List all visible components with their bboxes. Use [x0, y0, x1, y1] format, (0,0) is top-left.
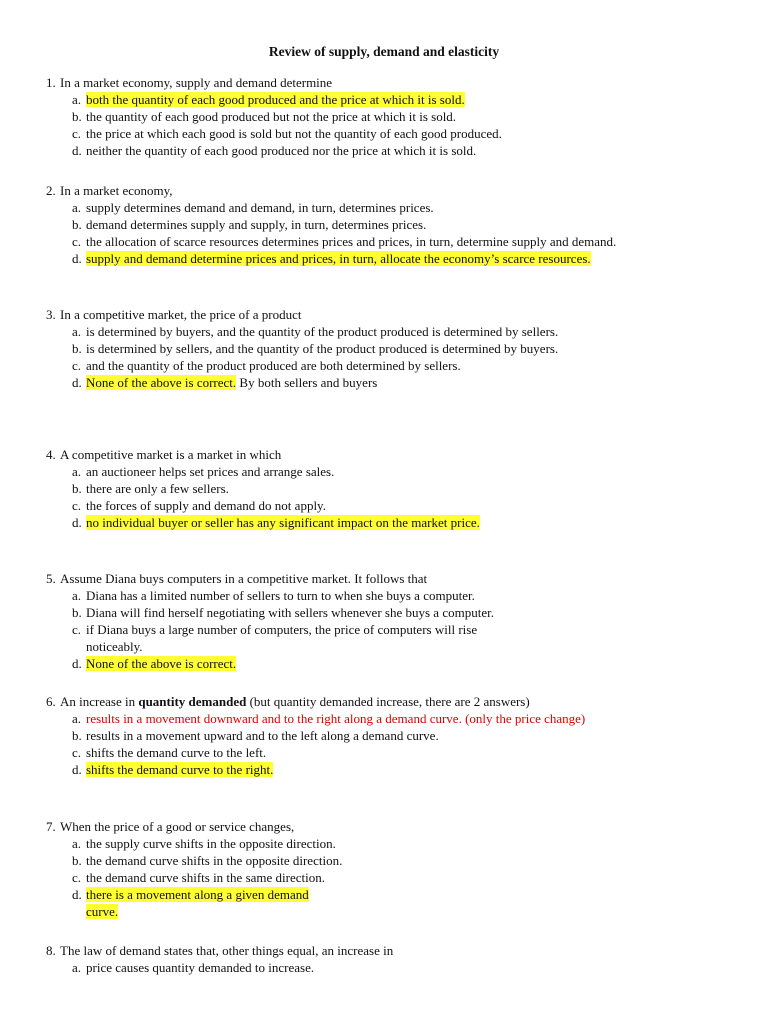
option-a [72, 323, 686, 340]
highlighted-answer: shifts the demand curve to the right. [86, 762, 274, 777]
option-text [86, 374, 686, 391]
option-letter: a. [72, 200, 82, 215]
option-letter: b. [72, 728, 82, 743]
option-letter: c. [72, 745, 82, 760]
option-b [72, 727, 686, 744]
option-letter: c. [72, 126, 82, 141]
option-text: and the quantity of the product produced are both determined by sellers. [86, 358, 461, 373]
answer-options [46, 959, 686, 976]
question-number: 1. [46, 75, 56, 90]
option-a [72, 463, 686, 480]
question-1 [46, 74, 686, 159]
option-b [72, 216, 686, 233]
question-6 [46, 693, 686, 778]
question-stem: In a competitive market, the price of a product [60, 307, 302, 322]
option-text: results in a movement upward and to the left along a demand curve. [86, 728, 439, 743]
answer-note: By both sellers and buyers [236, 375, 378, 390]
question-stem: When the price of a good or service changes, [60, 819, 295, 834]
option-text [86, 514, 491, 531]
question-stem: A competitive market is a market in which [60, 447, 282, 462]
question-stem: The law of demand states that, other things equal, an increase in [60, 943, 394, 958]
option-letter: a. [72, 464, 82, 479]
option-text: the forces of supply and demand do not apply. [86, 498, 326, 513]
option-b [72, 852, 686, 869]
option-a [72, 199, 686, 216]
option-letter: d. [72, 515, 82, 530]
question-stem: Assume Diana buys computers in a competitive market. It follows that [60, 571, 428, 586]
option-letter: a. [72, 836, 82, 851]
question-number: 3. [46, 307, 56, 322]
answer-options [46, 710, 686, 778]
option-d [72, 374, 686, 391]
stem-bold-term: quantity demanded [138, 694, 247, 709]
option-letter: c. [72, 870, 82, 885]
question-3 [46, 306, 686, 391]
option-letter: a. [72, 960, 82, 975]
option-letter: d. [72, 375, 82, 390]
highlighted-answer: None of the above is correct. [86, 375, 237, 390]
option-letter: d. [72, 251, 82, 266]
option-text [86, 886, 341, 920]
option-letter: a. [72, 92, 82, 107]
option-text [86, 761, 686, 778]
option-text: if Diana buys a large number of computers, the price of computers will rise noticeably. [86, 622, 478, 654]
option-d [72, 142, 686, 159]
option-letter: c. [72, 498, 82, 513]
question-2 [46, 182, 686, 267]
option-text: the supply curve shifts in the opposite direction. [86, 836, 336, 851]
option-b [72, 480, 686, 497]
question-number: 6. [46, 694, 56, 709]
option-text-red: results in a movement downward and to the right along a demand curve. (only the price change) [86, 711, 586, 726]
option-text: is determined by sellers, and the quantity of the product produced is determined by buyers. [86, 341, 559, 356]
option-text [86, 91, 686, 108]
option-a [72, 587, 686, 604]
option-letter: b. [72, 853, 82, 868]
option-text: neither the quantity of each good produced nor the price at which it is sold. [86, 143, 477, 158]
option-b [72, 108, 686, 125]
option-letter: d. [72, 887, 82, 902]
option-text: supply determines demand and demand, in turn, determines prices. [86, 200, 434, 215]
option-letter: c. [72, 622, 82, 637]
option-text: the demand curve shifts in the opposite direction. [86, 853, 343, 868]
question-number: 5. [46, 571, 56, 586]
option-text: there are only a few sellers. [86, 481, 229, 496]
option-text [86, 250, 686, 267]
answer-options [46, 91, 686, 159]
option-b [72, 340, 686, 357]
option-a [72, 91, 686, 108]
option-letter: c. [72, 234, 82, 249]
highlighted-answer: supply and demand determine prices and prices, in turn, allocate the economy’s scarce resources. [86, 251, 591, 266]
option-text: the quantity of each good produced but not the price at which it is sold. [86, 109, 457, 124]
option-c [72, 233, 686, 250]
option-d [72, 655, 686, 672]
option-text: shifts the demand curve to the left. [86, 745, 267, 760]
answer-options [46, 199, 686, 267]
option-text: is determined by buyers, and the quantity of the product produced is determined by sellers. [86, 324, 559, 339]
option-b [72, 604, 686, 621]
option-a [72, 835, 686, 852]
highlighted-answer: both the quantity of each good produced and the price at which it is sold. [86, 92, 465, 107]
option-d [72, 761, 686, 778]
option-d [72, 514, 686, 531]
option-text: Diana has a limited number of sellers to turn to when she buys a computer. [86, 588, 475, 603]
question-4 [46, 446, 686, 531]
question-number: 4. [46, 447, 56, 462]
option-text: demand determines supply and supply, in turn, determines prices. [86, 217, 427, 232]
option-letter: a. [72, 711, 82, 726]
option-letter: a. [72, 324, 82, 339]
question-number: 8. [46, 943, 56, 958]
question-stem: In a market economy, supply and demand determine [60, 75, 333, 90]
option-letter: c. [72, 358, 82, 373]
option-text [86, 655, 686, 672]
option-letter: b. [72, 217, 82, 232]
question-7 [46, 818, 686, 920]
option-text: price causes quantity demanded to increase. [86, 960, 315, 975]
option-c [72, 497, 686, 514]
option-text: Diana will find herself negotiating with sellers whenever she buys a computer. [86, 605, 494, 620]
option-c [72, 125, 686, 142]
question-number: 2. [46, 183, 56, 198]
question-stem [60, 693, 530, 710]
question-5 [46, 570, 686, 672]
option-c [72, 869, 686, 886]
highlighted-answer: no individual buyer or seller has any significant impact on the market price. [86, 515, 480, 530]
option-a [72, 710, 686, 727]
option-text: an auctioneer helps set prices and arrange sales. [86, 464, 335, 479]
option-c [72, 621, 686, 655]
option-c [72, 744, 686, 761]
option-text: the price at which each good is sold but not the quantity of each good produced. [86, 126, 502, 141]
stem-note: (but quantity demanded increase, there are 2 answers) [246, 694, 530, 709]
stem-text: An increase in [60, 694, 139, 709]
option-text: the demand curve shifts in the same direction. [86, 870, 325, 885]
question-stem: In a market economy, [60, 183, 173, 198]
option-d [72, 250, 686, 267]
answer-options [46, 835, 686, 920]
option-letter: b. [72, 605, 82, 620]
document-title: Review of supply, demand and elasticity [268, 44, 500, 59]
highlighted-answer: there is a movement along a given demand curve. [86, 887, 309, 919]
option-text: the allocation of scarce resources determines prices and prices, in turn, determine supply and demand. [86, 234, 617, 249]
option-c [72, 357, 686, 374]
highlighted-answer: None of the above is correct. [86, 656, 237, 671]
option-d [72, 886, 686, 920]
option-a [72, 959, 686, 976]
option-letter: b. [72, 109, 82, 124]
option-letter: d. [72, 656, 82, 671]
option-letter: d. [72, 143, 82, 158]
answer-options [46, 587, 686, 672]
option-letter: b. [72, 481, 82, 496]
option-letter: d. [72, 762, 82, 777]
option-letter: b. [72, 341, 82, 356]
option-letter: a. [72, 588, 82, 603]
answer-options [46, 323, 686, 391]
question-8 [46, 942, 686, 976]
answer-options [46, 463, 686, 531]
question-number: 7. [46, 819, 56, 834]
